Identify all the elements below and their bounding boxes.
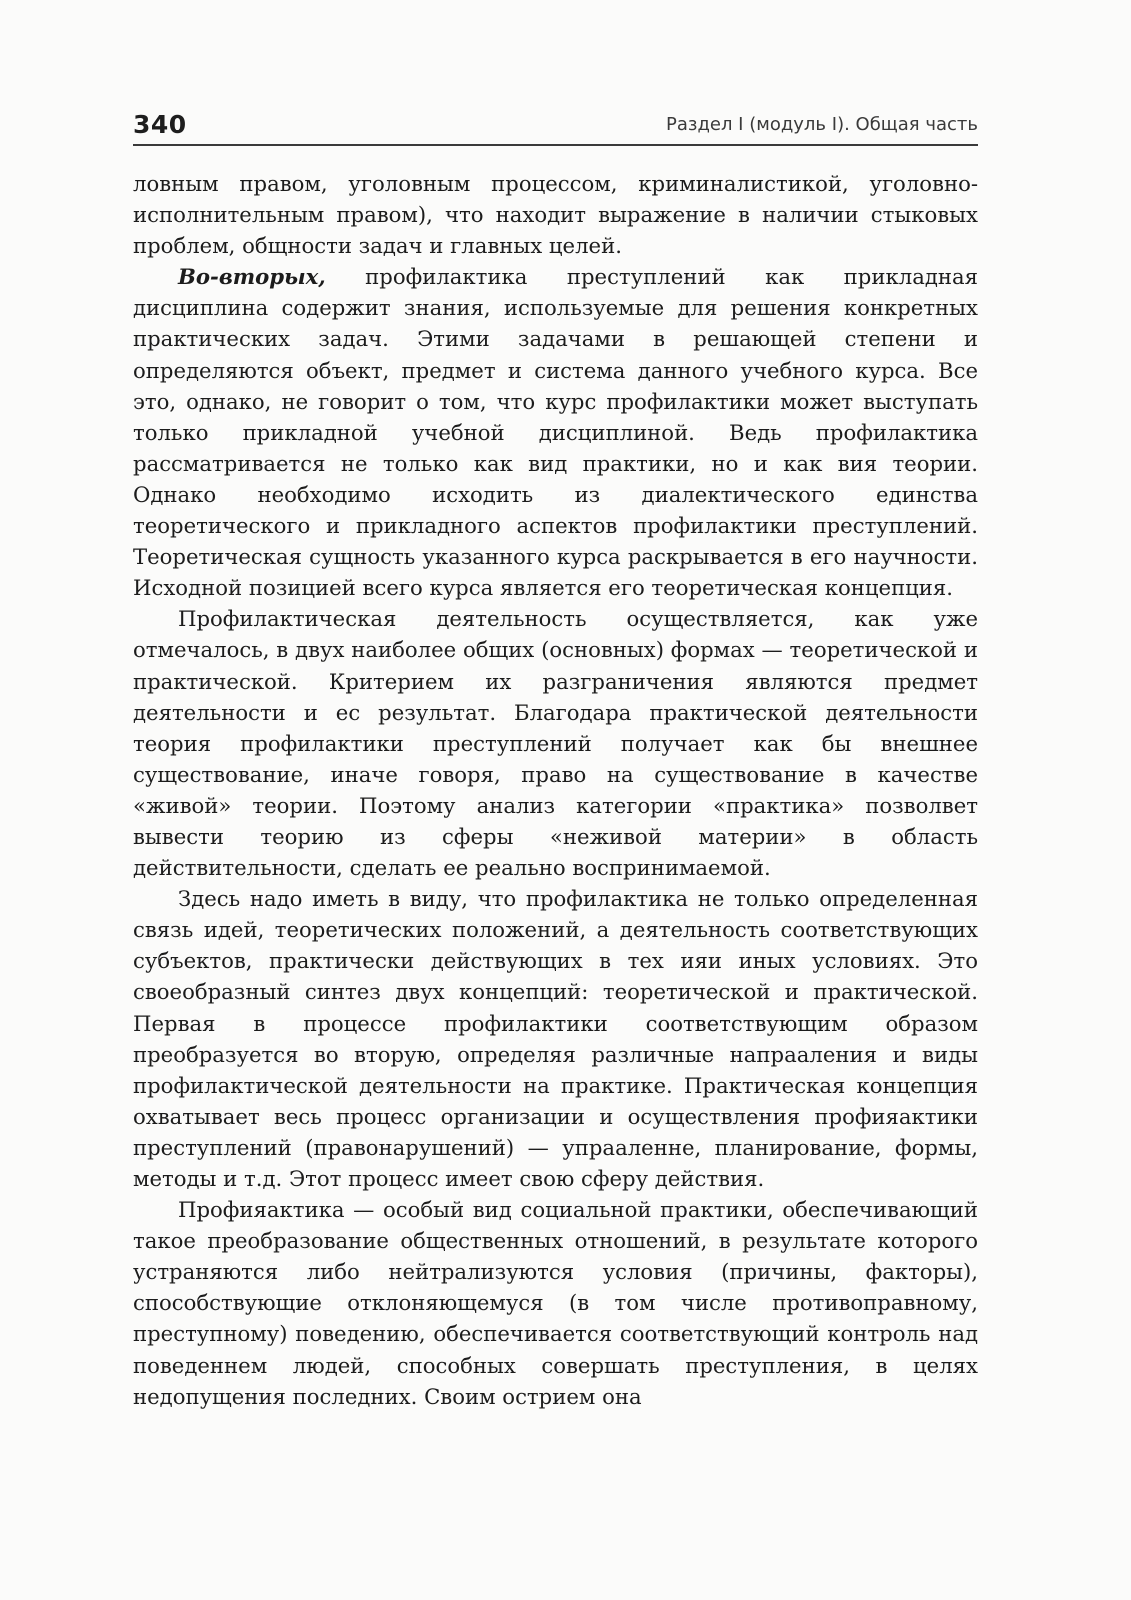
- paragraph-text: Профилактическая деятельность осуществляется, как уже отмечалось, в двух наиболее общих (основных) формах — теоретической и практической. Критерием их разграничения являются предмет деятельности и ес результат. Благодара практической деятельности теория профилактики преступлений получает как бы внешнее существование, иначе говоря, право на существование в качестве «живой» теории. Поэтому анализ категории «практика» позволвет вывести теорию из сферы «неживой материи» в область действительности, сделать ее реально воспринимаемой.: [133, 606, 978, 881]
- paragraph: [133, 1194, 978, 1412]
- paragraph-text: Здесь надо иметь в виду, что профилактика не только определенная связь идей, теоретических положений, а деятельность соответствующих субъектов, практически действующих в тех ияи иных условиях. Это своеобразный синтез двух концепций: теоретической и практической. Первая в процессе профилактики соответствующим образом преобразуется во вторую, определяя различные напрааления и виды профилактической деятельности на практике. Практическая концепция охватывает весь процесс организации и осуществления профияактики преступлений (правонарушений) — упрааленне, планирование, формы, методы и т.д. Этот процесс имеет свою сферу действия.: [133, 886, 978, 1191]
- body-text: [133, 168, 978, 1412]
- running-head: Раздел I (модуль I). Общая часть: [665, 114, 978, 135]
- paragraph-text: ловным правом, уголовным процессом, криминалистикой, уголовно-исполнительным правом), что находит выражение в наличии стыковых проблем, общности задач и главных целей.: [133, 171, 978, 259]
- paragraph: [133, 261, 978, 603]
- emphasis-lead: Во-вторых,: [178, 264, 326, 290]
- paragraph: [133, 603, 978, 883]
- paragraph: [133, 168, 978, 261]
- paragraph-text: профилактика преступлений как прикладная дисциплина содержит знания, используемые для решения конкретных практических задач. Этими задачами в решающей степени и определяются объект, предмет и система данного учебного курса. Все это, однако, не говорит о том, что курс профилактики может выступать только прикладной учебной дисциплиной. Ведь профилактика рассматривается не только как вид практики, но и как вия теории. Однако необходимо исходить из диалектического единства теоретического и прикладного аспектов профилактики преступлений. Теоретическая сущность указанного курса раскрывается в его научности. Исходной позицией всего курса является его теоретическая концепция.: [133, 264, 978, 601]
- page-header: [133, 110, 978, 146]
- paragraph: [133, 883, 978, 1194]
- paragraph-text: Профияактика — особый вид социальной практики, обеспечивающий такое преобразование общественных отношений, в результате которого устраняются либо нейтрализуются условия (причины, факторы), способствующие отклоняющемуся (в том числе противоправному, преступному) поведению, обеспечивается соответствующий контроль над поведеннем людей, способных совершать преступления, в целях недопущения последних. Своим острием она: [133, 1197, 978, 1409]
- page-number: 340: [133, 110, 187, 139]
